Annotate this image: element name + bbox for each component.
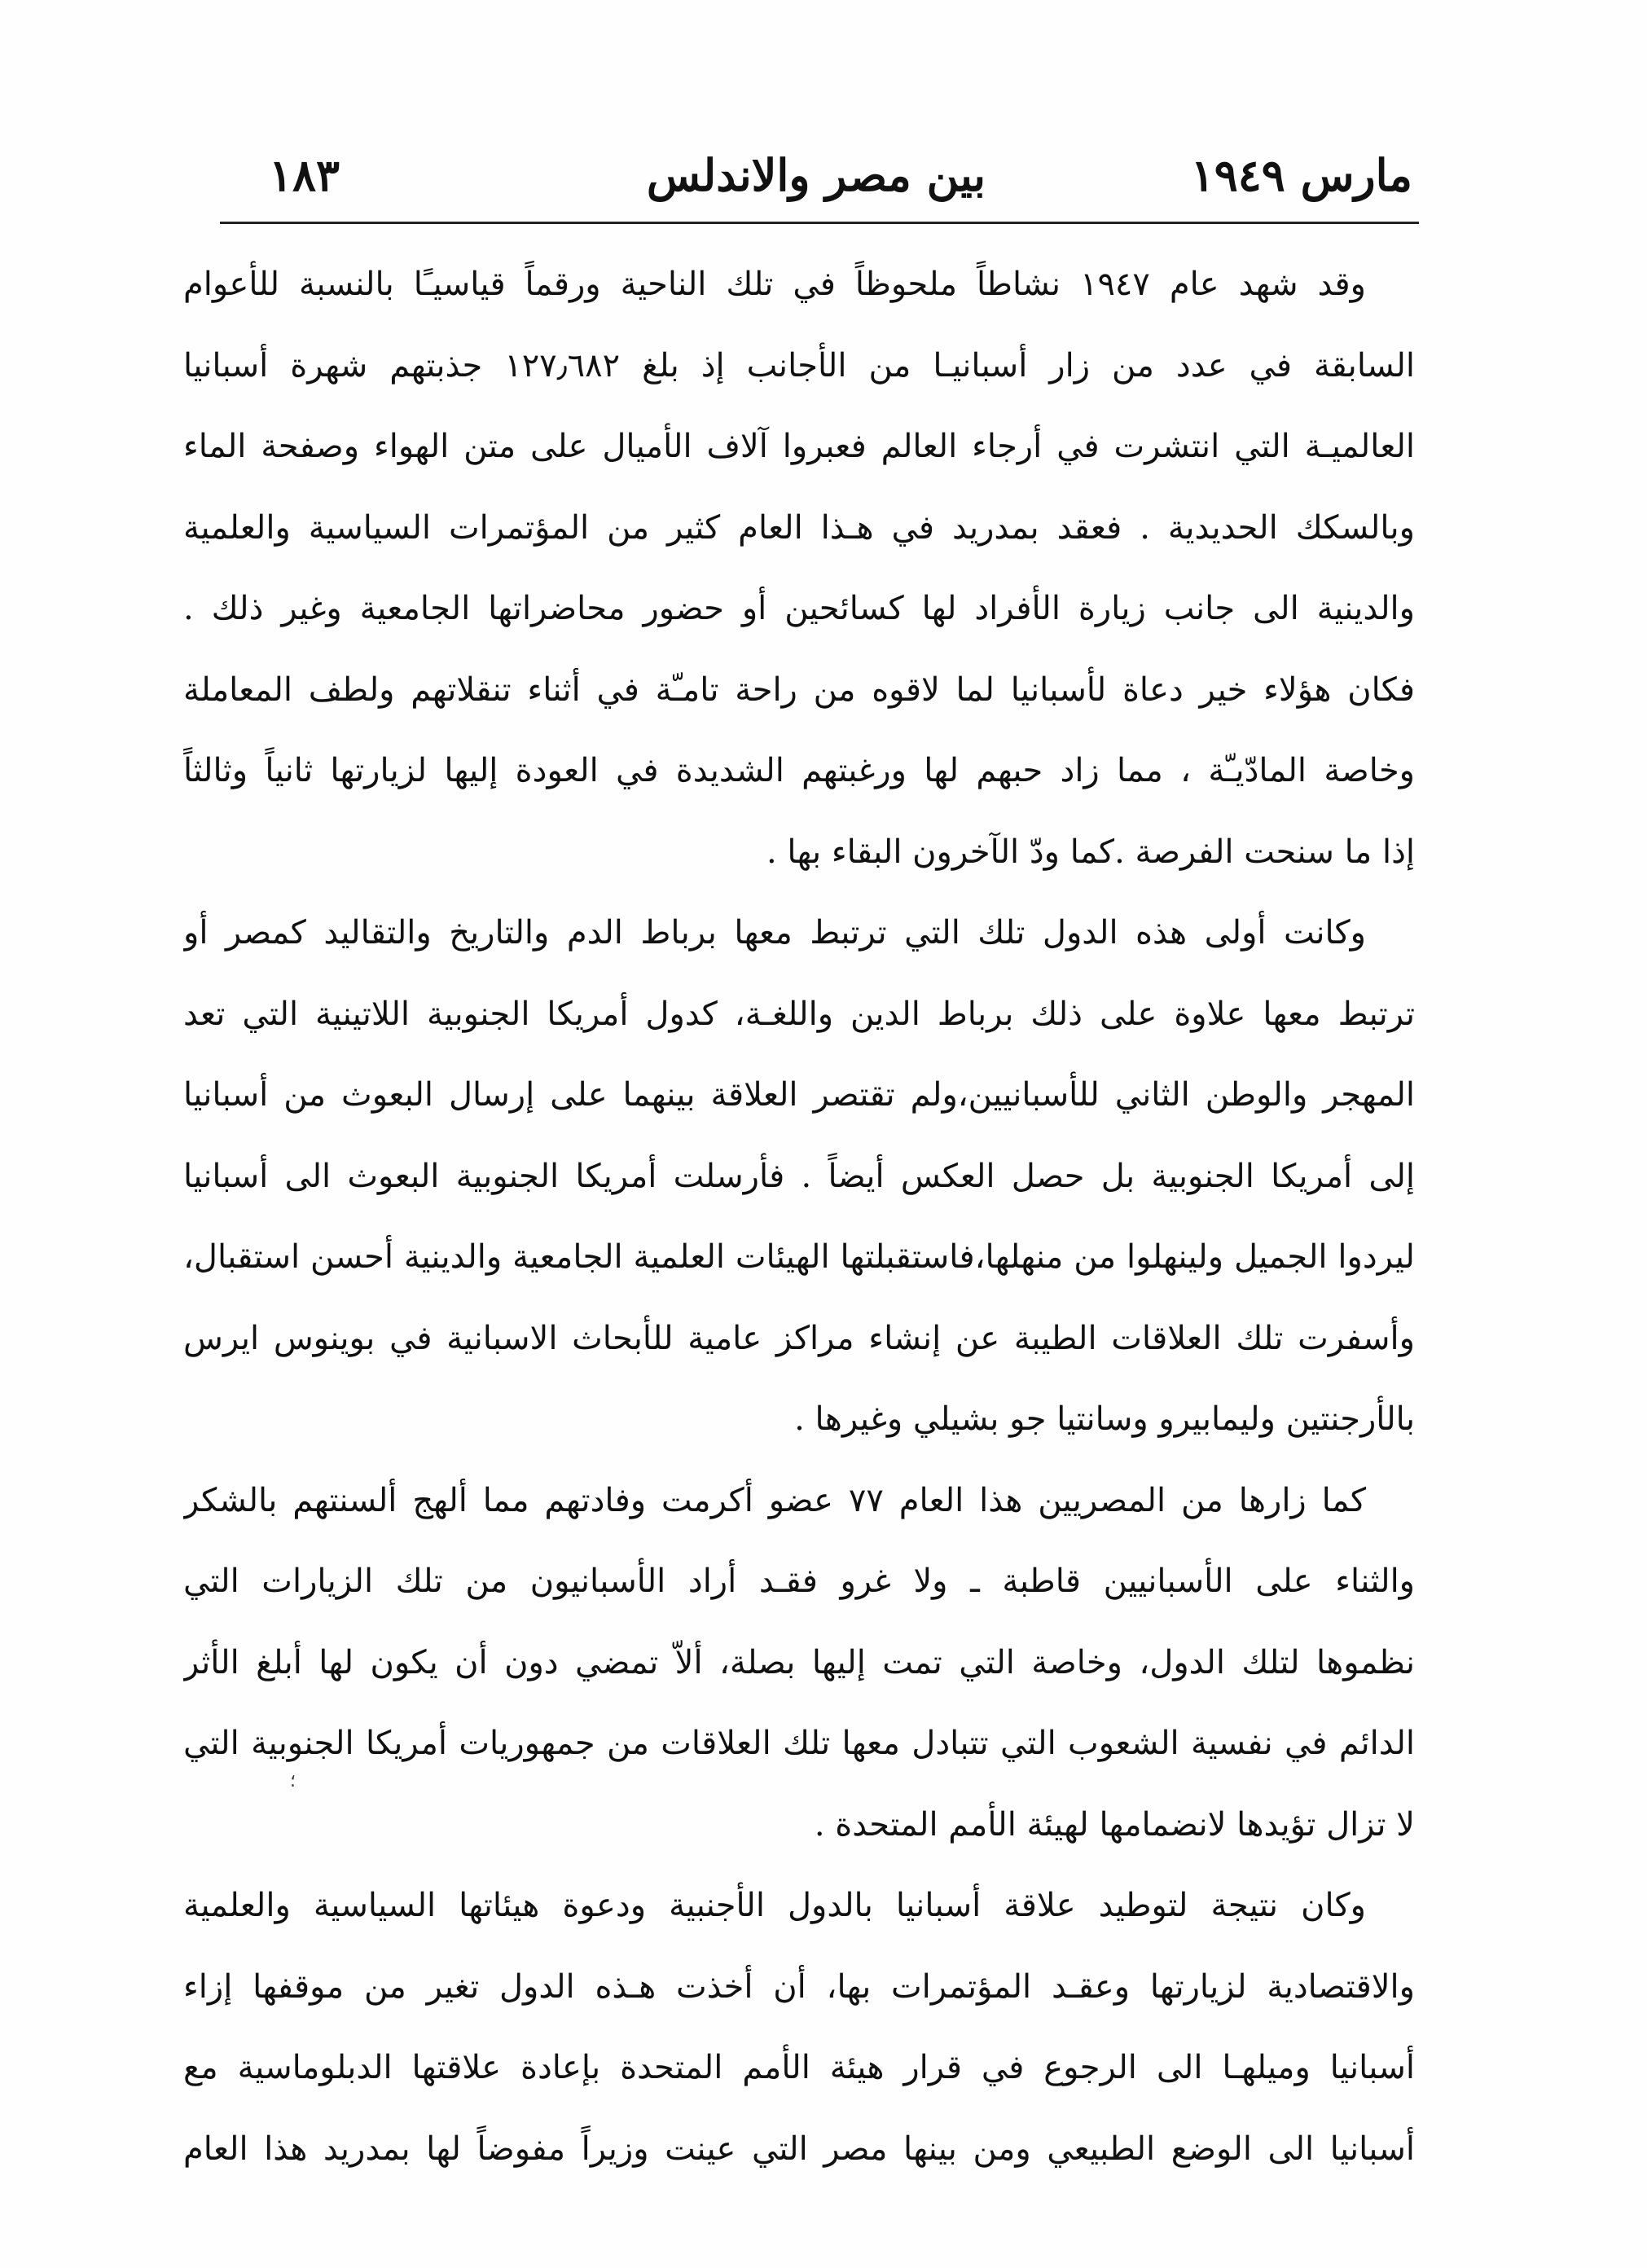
text-line: والاقتصادية لزيارتها وعقـد المؤتمرات بها، أن أخذت هـذه الدول تغير من موقفها إزاء xyxy=(183,1967,1415,2006)
text-line: إذا ما سنحت الفرصة .كما ودّ الآخرون البقاء بها . xyxy=(766,833,1415,871)
running-header xyxy=(220,138,1412,212)
issue-date: مارس ١٩٤٩ xyxy=(1190,149,1412,201)
text-line: فكان هؤلاء خير دعاة لأسبانيا لما لاقوه من راحة تامـّة في أثناء تنقلاتهم ولطف المعاملة xyxy=(183,670,1415,709)
text-line: وكانت أولى هذه الدول تلك التي ترتبط معها برباط الدم والتاريخ والتقاليد كمصر أو xyxy=(183,914,1366,952)
text-line: وخاصة المادّيـّة ، مما زاد حبهم لها ورغبتهم الشديدة في العودة إليها لزيارتها ثانياً وثالثاً xyxy=(183,752,1415,789)
text-line: وكان نتيجة لتوطيد علاقة أسبانيا بالدول الأجنبية ودعوة هيئاتها السياسية والعلمية xyxy=(183,1887,1366,1924)
text-line: الدائم في نفسية الشعوب التي تتبادل معها تلك العلاقات من جمهوريات أمريكا الجنوبية التي xyxy=(183,1725,1415,1762)
text-line: نظموها لتلك الدول، وخاصة التي تمت إليها بصلة، ألاّ تمضي دون أن يكون لها أبلغ الأثر xyxy=(183,1643,1415,1681)
text-line: لا تزال تؤيدها لانضمامها لهيئة الأمم المتحدة . xyxy=(814,1805,1415,1844)
text-line: والدينية الى جانب زيارة الأفراد لها كسائحين أو حضور محاضراتها الجامعية وغير ذلك . xyxy=(183,590,1415,627)
article-body xyxy=(183,244,1415,2190)
text-line: والثناء على الأسبانيين قاطبة ـ ولا غرو فقـد أراد الأسبانيون من تلك الزيارات التي xyxy=(183,1563,1415,1600)
text-line: السابقة في عدد من زار أسبانيـا من الأجانب إذ بلغ ١٢٧٫٦٨٢ جذبتهم شهرة أسبانيا xyxy=(183,346,1415,385)
header-rule xyxy=(220,222,1419,224)
text-line: أسبانيا الى الوضع الطبيعي ومن بينها مصر التي عينت وزيراً مفوضاً لها بمدريد هذا العام xyxy=(183,2130,1415,2168)
text-line: ترتبط معها علاوة على ذلك برباط الدين واللغـة، كدول أمريكا الجنوبية اللاتينية التي تعد xyxy=(183,995,1415,1033)
text-line: إلى أمريكا الجنوبية بل حصل العكس أيضاً . فأرسلت أمريكا الجنوبية البعوث الى أسبانيا xyxy=(183,1157,1415,1195)
text-line: بالأرجنتين وليمابيرو وسانتيا جو بشيلي وغيرها . xyxy=(794,1400,1415,1438)
paragraph-4 xyxy=(183,1866,1415,2190)
text-line: أسبانيا وميلهـا الى الرجوع في قرار هيئة الأمم المتحدة بإعادة علاقتها الدبلوماسية مع xyxy=(183,2049,1415,2086)
paragraph-3 xyxy=(183,1461,1415,1866)
text-line: كما زارها من المصريين هذا العام ٧٧ عضو أكرمت وفادتهم مما ألهج ألسنتهم بالشكر xyxy=(183,1481,1366,1519)
text-line: المهجر والوطن الثاني للأسبانيين،ولم تقتصر العلاقة بينهما على إرسال البعوث من أسبانيا xyxy=(183,1076,1415,1114)
running-title: بين مصر والاندلس xyxy=(646,149,986,201)
margin-mark: ؛ xyxy=(290,1771,296,1791)
paragraph-2 xyxy=(183,893,1415,1461)
text-line: ليردوا الجميل ولينهلوا من منهلها،فاستقبلتها الهيئات العلمية الجامعية والدينية أحسن استقبال، xyxy=(183,1238,1415,1276)
text-line: وبالسكك الحديدية . فعقد بمدريد في هـذا العام كثير من المؤتمرات السياسية والعلمية xyxy=(183,508,1415,547)
page-number: ١٨٣ xyxy=(269,149,340,201)
text-line: وأسفرت تلك العلاقات الطيبة عن إنشاء مراكز عامية للأبحاث الاسبانية في بوينوس ايرس xyxy=(183,1319,1415,1357)
text-line: وقد شهد عام ١٩٤٧ نشاطاً ملحوظاً في تلك الناحية ورقماً قياسيـًا بالنسبة للأعوام xyxy=(183,266,1366,303)
paragraph-1 xyxy=(183,244,1415,893)
text-line: العالميـة التي انتشرت في أرجاء العالم فعبروا آلاف الأميال على متن الهواء وصفحة الماء xyxy=(183,428,1415,465)
